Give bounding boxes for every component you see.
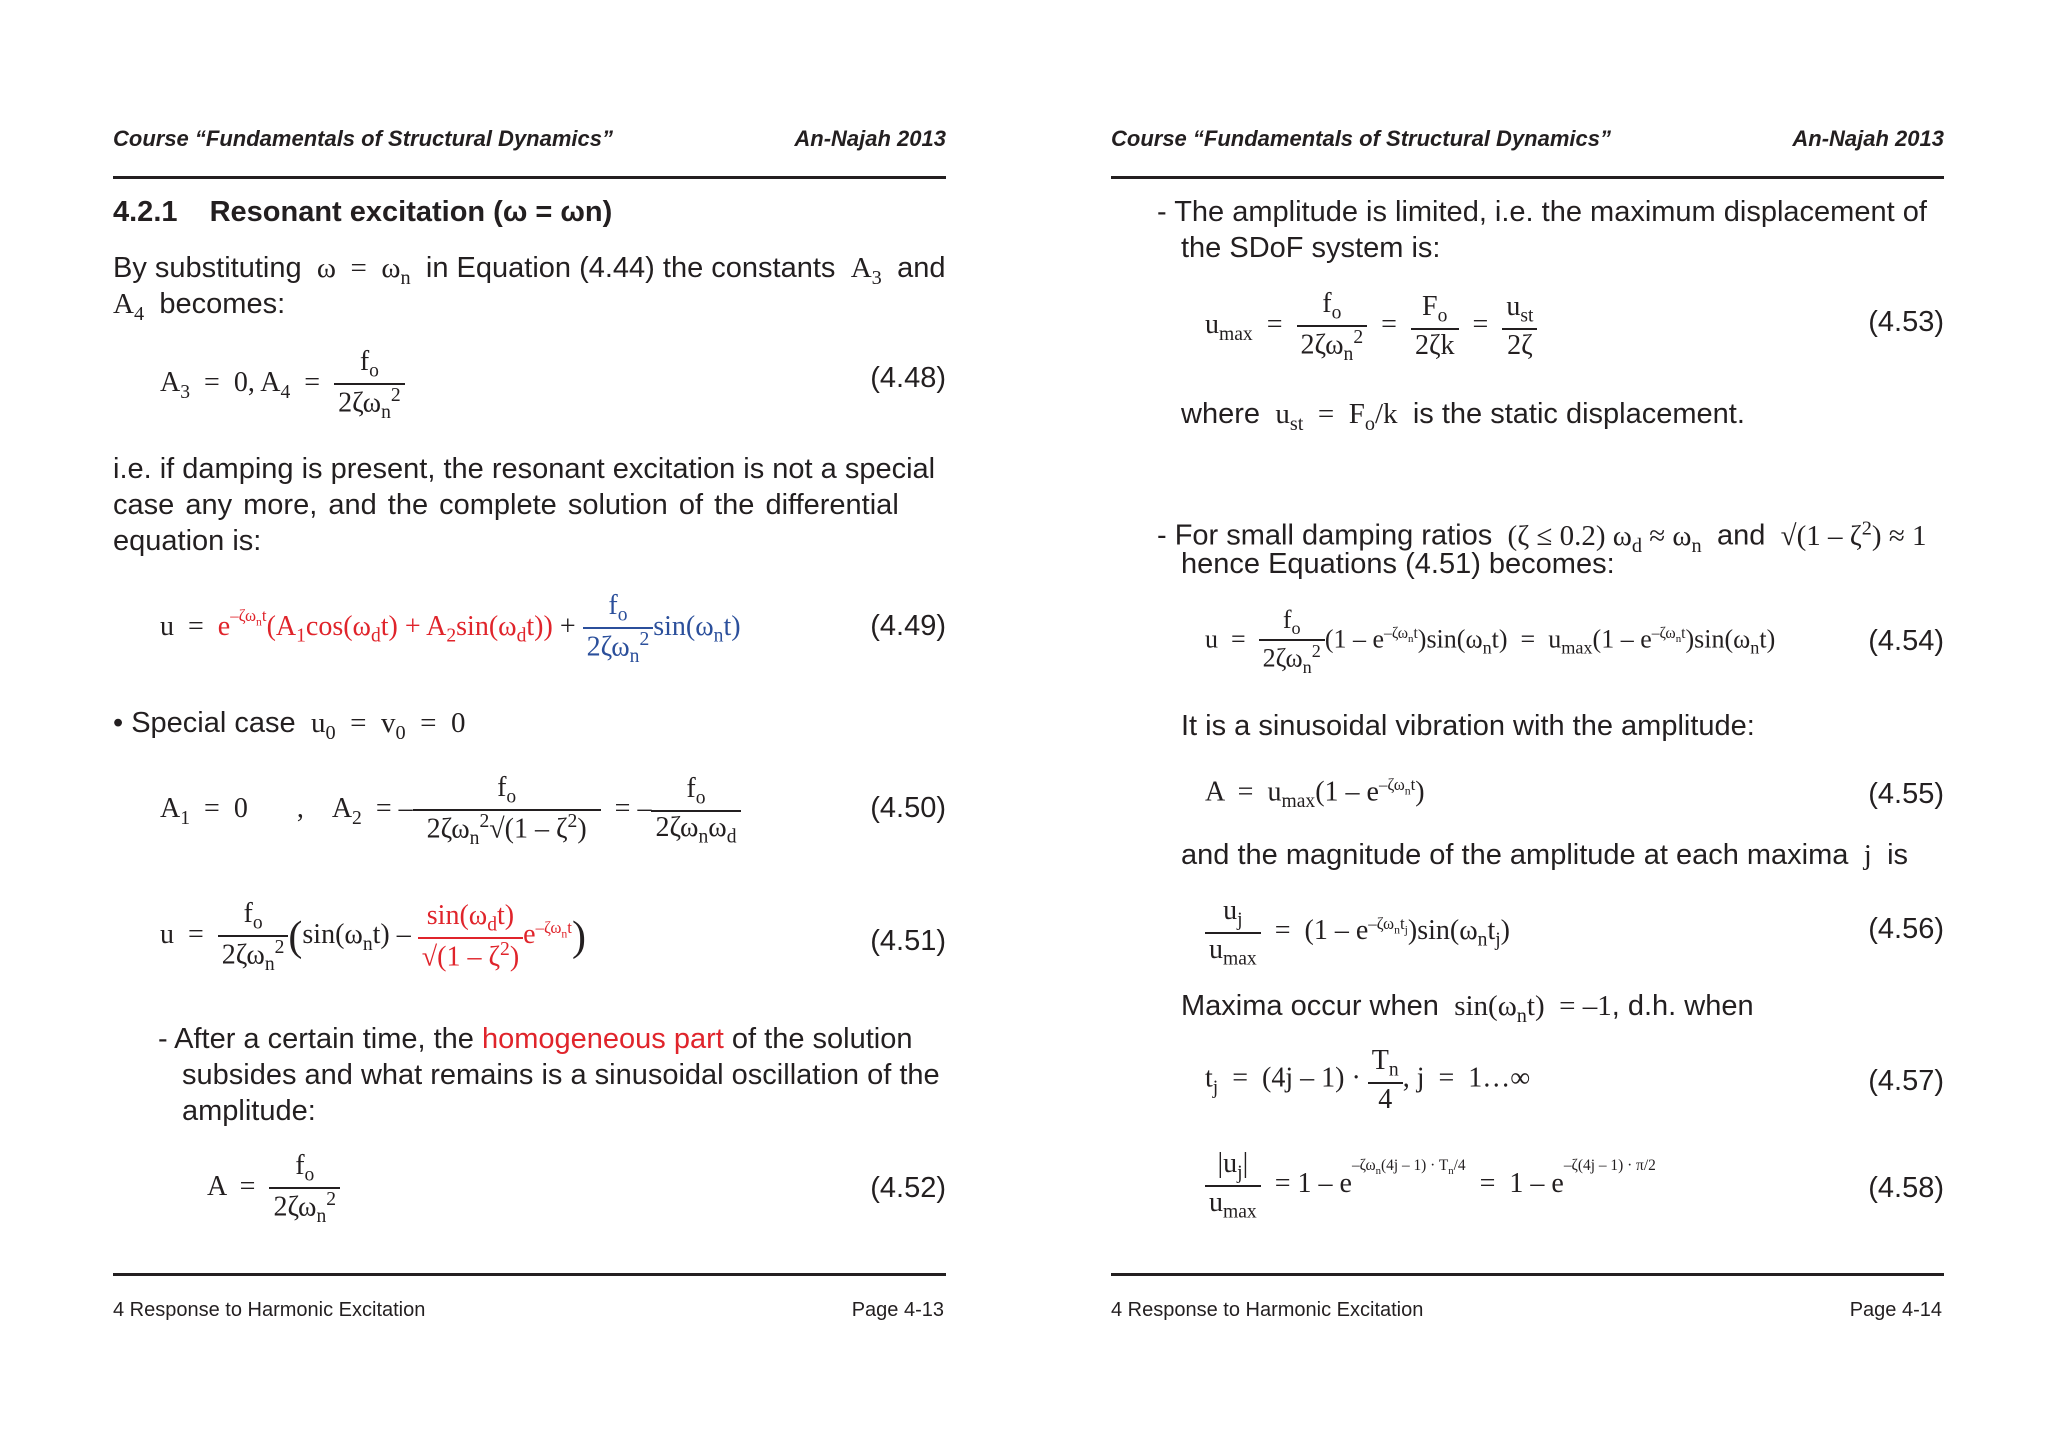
- equation-4-51: u = $\frac{f_o}{2\zeta\omega_n^2}$ ($\sin(\omega_nt)$ – $\frac{\sin(\omega_dt)}{√(1 - \zeta^2)}$ $e^{-\zeta\omega_nt}$): [160, 898, 586, 975]
- equation-label-4-48: (4.48): [870, 362, 946, 394]
- equation-label-4-49: (4.49): [870, 610, 946, 642]
- equation-4-56: $\frac{u_j}{u_{max}}$ = $(1 - e^{-\zeta\omega_nt_j})\sin(\omega_nt_j)$: [1205, 895, 1510, 970]
- equation-4-49: $u = e^{-\zeta\omega_nt}(A_1\cos(\omega_dt) + A_2\sin(\omega_dt))$ + $\frac{f_o}{2\zeta\omega_n^2}$ $\sin(\omega_nt)$: [160, 590, 741, 667]
- equation-label-4-57: (4.57): [1868, 1065, 1944, 1097]
- equation-4-58: $\frac{|u_j|}{u_{max}}$ = $1 - e^{-\zeta\omega_n(4j - 1) \cdot T_n/4} = 1 - e^{-\zeta(4j - 1) \cdot \pi/2}$: [1205, 1148, 1656, 1223]
- right-header-course: Course “Fundamentals of Structural Dynamics”: [1111, 126, 1611, 151]
- equation-label-4-51: (4.51): [870, 925, 946, 957]
- section-title: Resonant excitation (ω = ωn): [209, 196, 613, 228]
- left-header-year: An-Najah 2013: [794, 126, 946, 151]
- intro-line2: $A_4$ becomes:: [113, 288, 286, 325]
- bullet2-line1: - After a certain time, the homogeneous part of the solution: [158, 1023, 913, 1055]
- left-header-rule: [113, 176, 946, 179]
- right-footer-chapter: 4 Response to Harmonic Excitation: [1111, 1299, 1424, 1321]
- sinusoidal-line: It is a sinusoidal vibration with the amplitude:: [1181, 710, 1755, 742]
- maxima-line: Maxima occur when $\sin(\omega_nt) = -1$, d.h. when: [1181, 990, 1754, 1027]
- right-header-rule: [1111, 176, 1944, 179]
- equation-4-48: $A_3 = 0$, $A_4$ = $\frac{f_o}{2\zeta\omega_n^2}$: [160, 346, 405, 424]
- equation-label-4-54: (4.54): [1868, 625, 1944, 657]
- equation-label-4-56: (4.56): [1868, 913, 1944, 945]
- equation-label-4-58: (4.58): [1868, 1172, 1944, 1204]
- equation-4-57: $t_j = (4j - 1)$ · $\frac{T_n}{4}$ , j = 1…∞: [1205, 1045, 1531, 1115]
- magnitude-line: and the magnitude of the amplitude at each maxima j is: [1181, 839, 1909, 871]
- r-bullet1-line2: the SDoF system is:: [1181, 232, 1441, 264]
- equation-label-4-52: (4.52): [870, 1172, 946, 1204]
- omega-eq-omega-n: $\omega = \omega_n$: [309, 252, 411, 289]
- equation-4-50: $A_1 = 0$ , $A_2$ = – $\frac{f_o}{2\zeta\omega_n^2√(1 - \zeta^2)}$ = – $\frac{f_o}{2\zeta\omega_n\omega_d}$: [160, 772, 741, 850]
- section-heading: [113, 196, 612, 229]
- equation-label-4-55: (4.55): [1868, 778, 1944, 810]
- right-header-year: An-Najah 2013: [1792, 126, 1944, 151]
- equation-4-53: $u_{max}$ = $\frac{f_o}{2\zeta\omega_n^2}$ = $\frac{F_o}{2\zeta k}$ = $\frac{u_{st}}{2\zeta}$: [1205, 288, 1537, 366]
- left-footer-rule: [113, 1273, 946, 1276]
- intro-line1: By substituting $\omega = \omega_n$ in Equation (4.44) the constants $A_3$ and: [113, 252, 946, 289]
- equation-4-55: $A = u_{max}(1 - e^{-\zeta\omega_nt})$: [1205, 775, 1425, 812]
- right-footer-page: Page 4-14: [1849, 1299, 1942, 1321]
- bullet2-line2: subsides and what remains is a sinusoidal oscillation of the: [182, 1059, 940, 1091]
- bullet2-line3: amplitude:: [182, 1095, 316, 1127]
- left-header-course: Course “Fundamentals of Structural Dynamics”: [113, 126, 613, 151]
- section-number: 4.2.1: [113, 196, 178, 228]
- equation-4-54: u = $\frac{f_o}{2\zeta\omega_n^2}$ $(1 - e^{-\zeta\omega_nt})\sin(\omega_nt) = u_{max}(1 - e^{-\zeta\omega_nt})\sin(\omega_nt)$: [1205, 605, 1776, 678]
- r-bullet1-line1: - The amplitude is limited, i.e. the maximum displacement of: [1157, 196, 1927, 228]
- special-case-line: • Special case $u_0 = v_0 = 0$: [113, 707, 466, 744]
- r-bullet2-line1: - For small damping ratios (ζ ≤ 0.2) $\omega_d \approx \omega_n$ and $√(1 - \zeta^2) \approx 1$: [1157, 517, 1927, 557]
- para1-line2: case any more, and the complete solution of the differential: [113, 489, 899, 521]
- equation-label-4-50: (4.50): [870, 792, 946, 824]
- left-footer-chapter: 4 Response to Harmonic Excitation: [113, 1299, 426, 1321]
- para1-line3: equation is:: [113, 525, 262, 557]
- equation-label-4-53: (4.53): [1868, 306, 1944, 338]
- para1-line1: i.e. if damping is present, the resonant excitation is not a special: [113, 453, 936, 485]
- r-bullet2-line2: hence Equations (4.51) becomes:: [1181, 548, 1615, 580]
- right-footer-rule: [1111, 1273, 1944, 1276]
- where-line: where $u_{st} = F_o/k$ is the static displacement.: [1181, 398, 1745, 435]
- homogeneous-part-highlight: homogeneous part: [481, 1023, 724, 1055]
- left-footer-page: Page 4-13: [851, 1299, 944, 1321]
- equation-4-52: A = $\frac{f_o}{2\zeta\omega_n^2}$: [207, 1150, 340, 1228]
